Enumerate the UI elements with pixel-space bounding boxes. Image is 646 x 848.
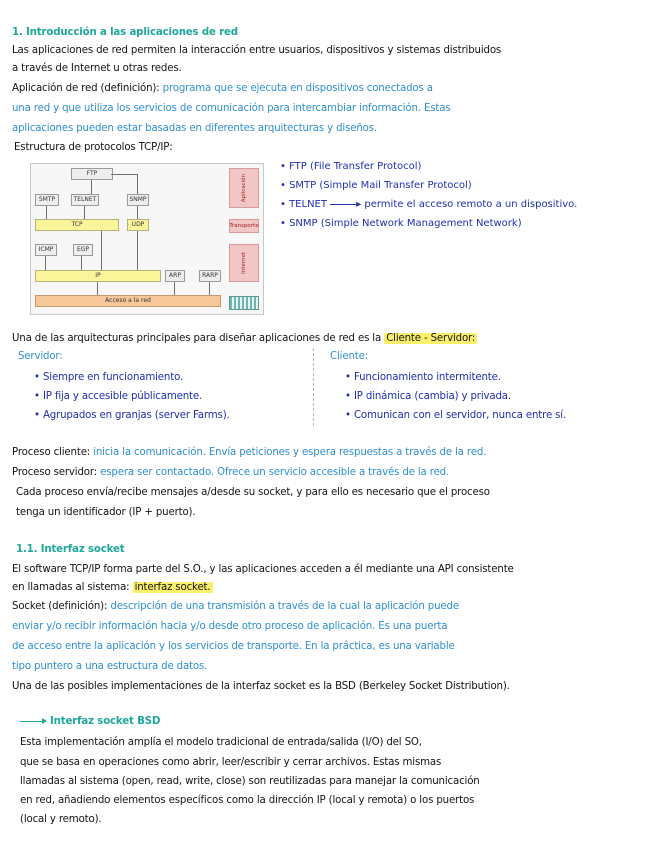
bsd-line-1: Esta implementación amplía el modelo tradicional de entrada/salida (I/O) del SO,	[20, 737, 422, 748]
socket-definition-line-1: Socket (definición): descripción de una transmisión a través de la cual la aplicación puede	[12, 601, 459, 612]
socket-definition-line-3: de acceso entre la aplicación y los servicios de transporte. En la práctica, es una variable	[12, 641, 455, 652]
diagram-acceso: Acceso a la red	[35, 295, 221, 307]
diagram-telnet: TELNET	[71, 194, 99, 206]
diagram-icmp: ICMP	[35, 244, 57, 256]
section-1-1-title: 1.1. Interfaz socket	[16, 544, 125, 555]
arrow-right-icon	[20, 721, 46, 722]
client-title: Cliente:	[330, 351, 368, 362]
socket-paragraph-line-1: El software TCP/IP forma parte del S.O., y las aplicaciones acceden a él mediante una API consistente	[12, 564, 514, 575]
column-separator	[313, 348, 314, 426]
client-item-2: • IP dinámica (cambia) y privada.	[345, 391, 511, 402]
diagram-connector	[97, 282, 98, 295]
diagram-connector	[101, 231, 102, 270]
telnet-description: permite el acceso remoto a un dispositivo.	[364, 199, 578, 210]
diagram-layer-transporte: Transporte	[229, 219, 259, 233]
diagram-connector	[137, 206, 138, 219]
diagram-connector	[45, 256, 46, 270]
tcp-structure-label: Estructura de protocolos TCP/IP:	[14, 142, 173, 153]
socket-process-line-1: Cada proceso envía/recibe mensajes a/desde su socket, y para ello es necesario que el proceso	[16, 487, 490, 498]
definition-app-label: Aplicación de red (definición):	[12, 83, 160, 94]
definition-app-line-2: una red y que utiliza los servicios de comunicación para intercambiar información. Estas	[12, 103, 451, 114]
bsd-line-4: en red, añadiendo elementos específicos como la dirección IP (local y remota) o los puertos	[20, 795, 475, 806]
diagram-smtp: SMTP	[35, 194, 59, 206]
diagram-connector	[137, 174, 138, 194]
diagram-arp: ARP	[165, 270, 185, 282]
protocol-snmp: • SNMP (Simple Network Management Network)	[280, 218, 522, 229]
client-process: Proceso cliente: inicia la comunicación. Envía peticiones y espera respuestas a través de la red.	[12, 447, 487, 458]
client-server-highlight: Cliente - Servidor:	[386, 333, 476, 344]
diagram-layer-internet: Internet	[229, 244, 259, 282]
bsd-line-3: llamadas al sistema (open, read, write, close) son reutilizadas para manejar la comunicación	[20, 776, 480, 787]
definition-app-line-1	[12, 82, 638, 96]
definition-app-text-1: programa que se ejecuta en dispositivos conectados a	[162, 83, 433, 94]
bsd-line-5: (local y remoto).	[20, 814, 102, 825]
diagram-connector	[111, 174, 137, 175]
section-1-title: 1. Introducción a las aplicaciones de red	[12, 27, 238, 38]
server-item-2: • IP fija y accesible públicamente.	[34, 391, 203, 402]
diagram-tcp: TCP	[35, 219, 119, 231]
server-item-1: • Siempre en funcionamiento.	[34, 372, 184, 383]
bsd-title-line	[20, 715, 638, 729]
socket-paragraph-line-2: en llamadas al sistema: interfaz socket.	[12, 582, 211, 593]
server-title: Servidor:	[18, 351, 63, 362]
bsd-line-2: que se basa en operaciones como abrir, leer/escribir y cerrar archivos. Estas mismas	[20, 757, 442, 768]
tcpip-diagram	[30, 163, 264, 315]
socket-definition-line-4: tipo puntero a una estructura de datos.	[12, 661, 208, 672]
protocol-ftp: • FTP (File Transfer Protocol)	[280, 161, 422, 172]
diagram-layer-aplicacion: Aplicación	[229, 168, 259, 208]
diagram-connector	[137, 231, 138, 270]
diagram-ftp: FTP	[71, 168, 113, 180]
client-item-3: • Comunican con el servidor, nunca entre sí.	[345, 410, 567, 421]
paragraph-intro-line-1: Las aplicaciones de red permiten la interacción entre usuarios, dispositivos y sistemas distribuidos	[12, 45, 502, 56]
server-process: Proceso servidor: espera ser contactado. Ofrece un servicio accesible a través de la red.	[12, 467, 450, 478]
diagram-connector	[46, 206, 47, 219]
protocol-telnet: • TELNET ▸ permite el acceso remoto a un dispositivo.	[280, 199, 578, 210]
diagram-egp: EGP	[73, 244, 93, 256]
diagram-connector	[84, 206, 85, 219]
diagram-connector	[91, 180, 92, 194]
definition-app-line-3: aplicaciones pueden estar basadas en diferentes arquitecturas y diseños.	[12, 123, 378, 134]
client-item-1: • Funcionamiento intermitente.	[345, 372, 501, 383]
socket-process-line-2: tenga un identificador (IP + puerto).	[16, 507, 196, 518]
socket-definition-line-2: enviar y/o recibir información hacia y/o desde otro proceso de aplicación. Es una puerta	[12, 621, 448, 632]
bsd-implementation-line: Una de las posibles implementaciones de la interfaz socket es la BSD (Berkeley Socket Distribution).	[12, 681, 510, 692]
diagram-snmp: SNMP	[127, 194, 149, 206]
diagram-rarp: RARP	[199, 270, 221, 282]
protocol-smtp: • SMTP (Simple Mail Transfer Protocol)	[280, 180, 472, 191]
diagram-network-grid	[229, 296, 259, 310]
server-item-3: • Agrupados en granjas (server Farms).	[34, 410, 230, 421]
socket-definition-label: Socket (definición):	[12, 601, 108, 612]
architecture-intro: Una de las arquitecturas principales para diseñar aplicaciones de red es la Cliente - Servidor:	[12, 333, 476, 344]
paragraph-intro-line-2: a través de Internet u otras redes.	[12, 63, 182, 74]
socket-interface-highlight: interfaz socket.	[134, 582, 211, 593]
diagram-connector	[174, 282, 175, 295]
diagram-connector	[81, 256, 82, 270]
diagram-connector	[209, 282, 210, 295]
bsd-title: Interfaz socket BSD	[50, 716, 161, 727]
arrow-icon	[330, 204, 356, 205]
diagram-udp: UDP	[127, 219, 149, 231]
diagram-ip: IP	[35, 270, 161, 282]
